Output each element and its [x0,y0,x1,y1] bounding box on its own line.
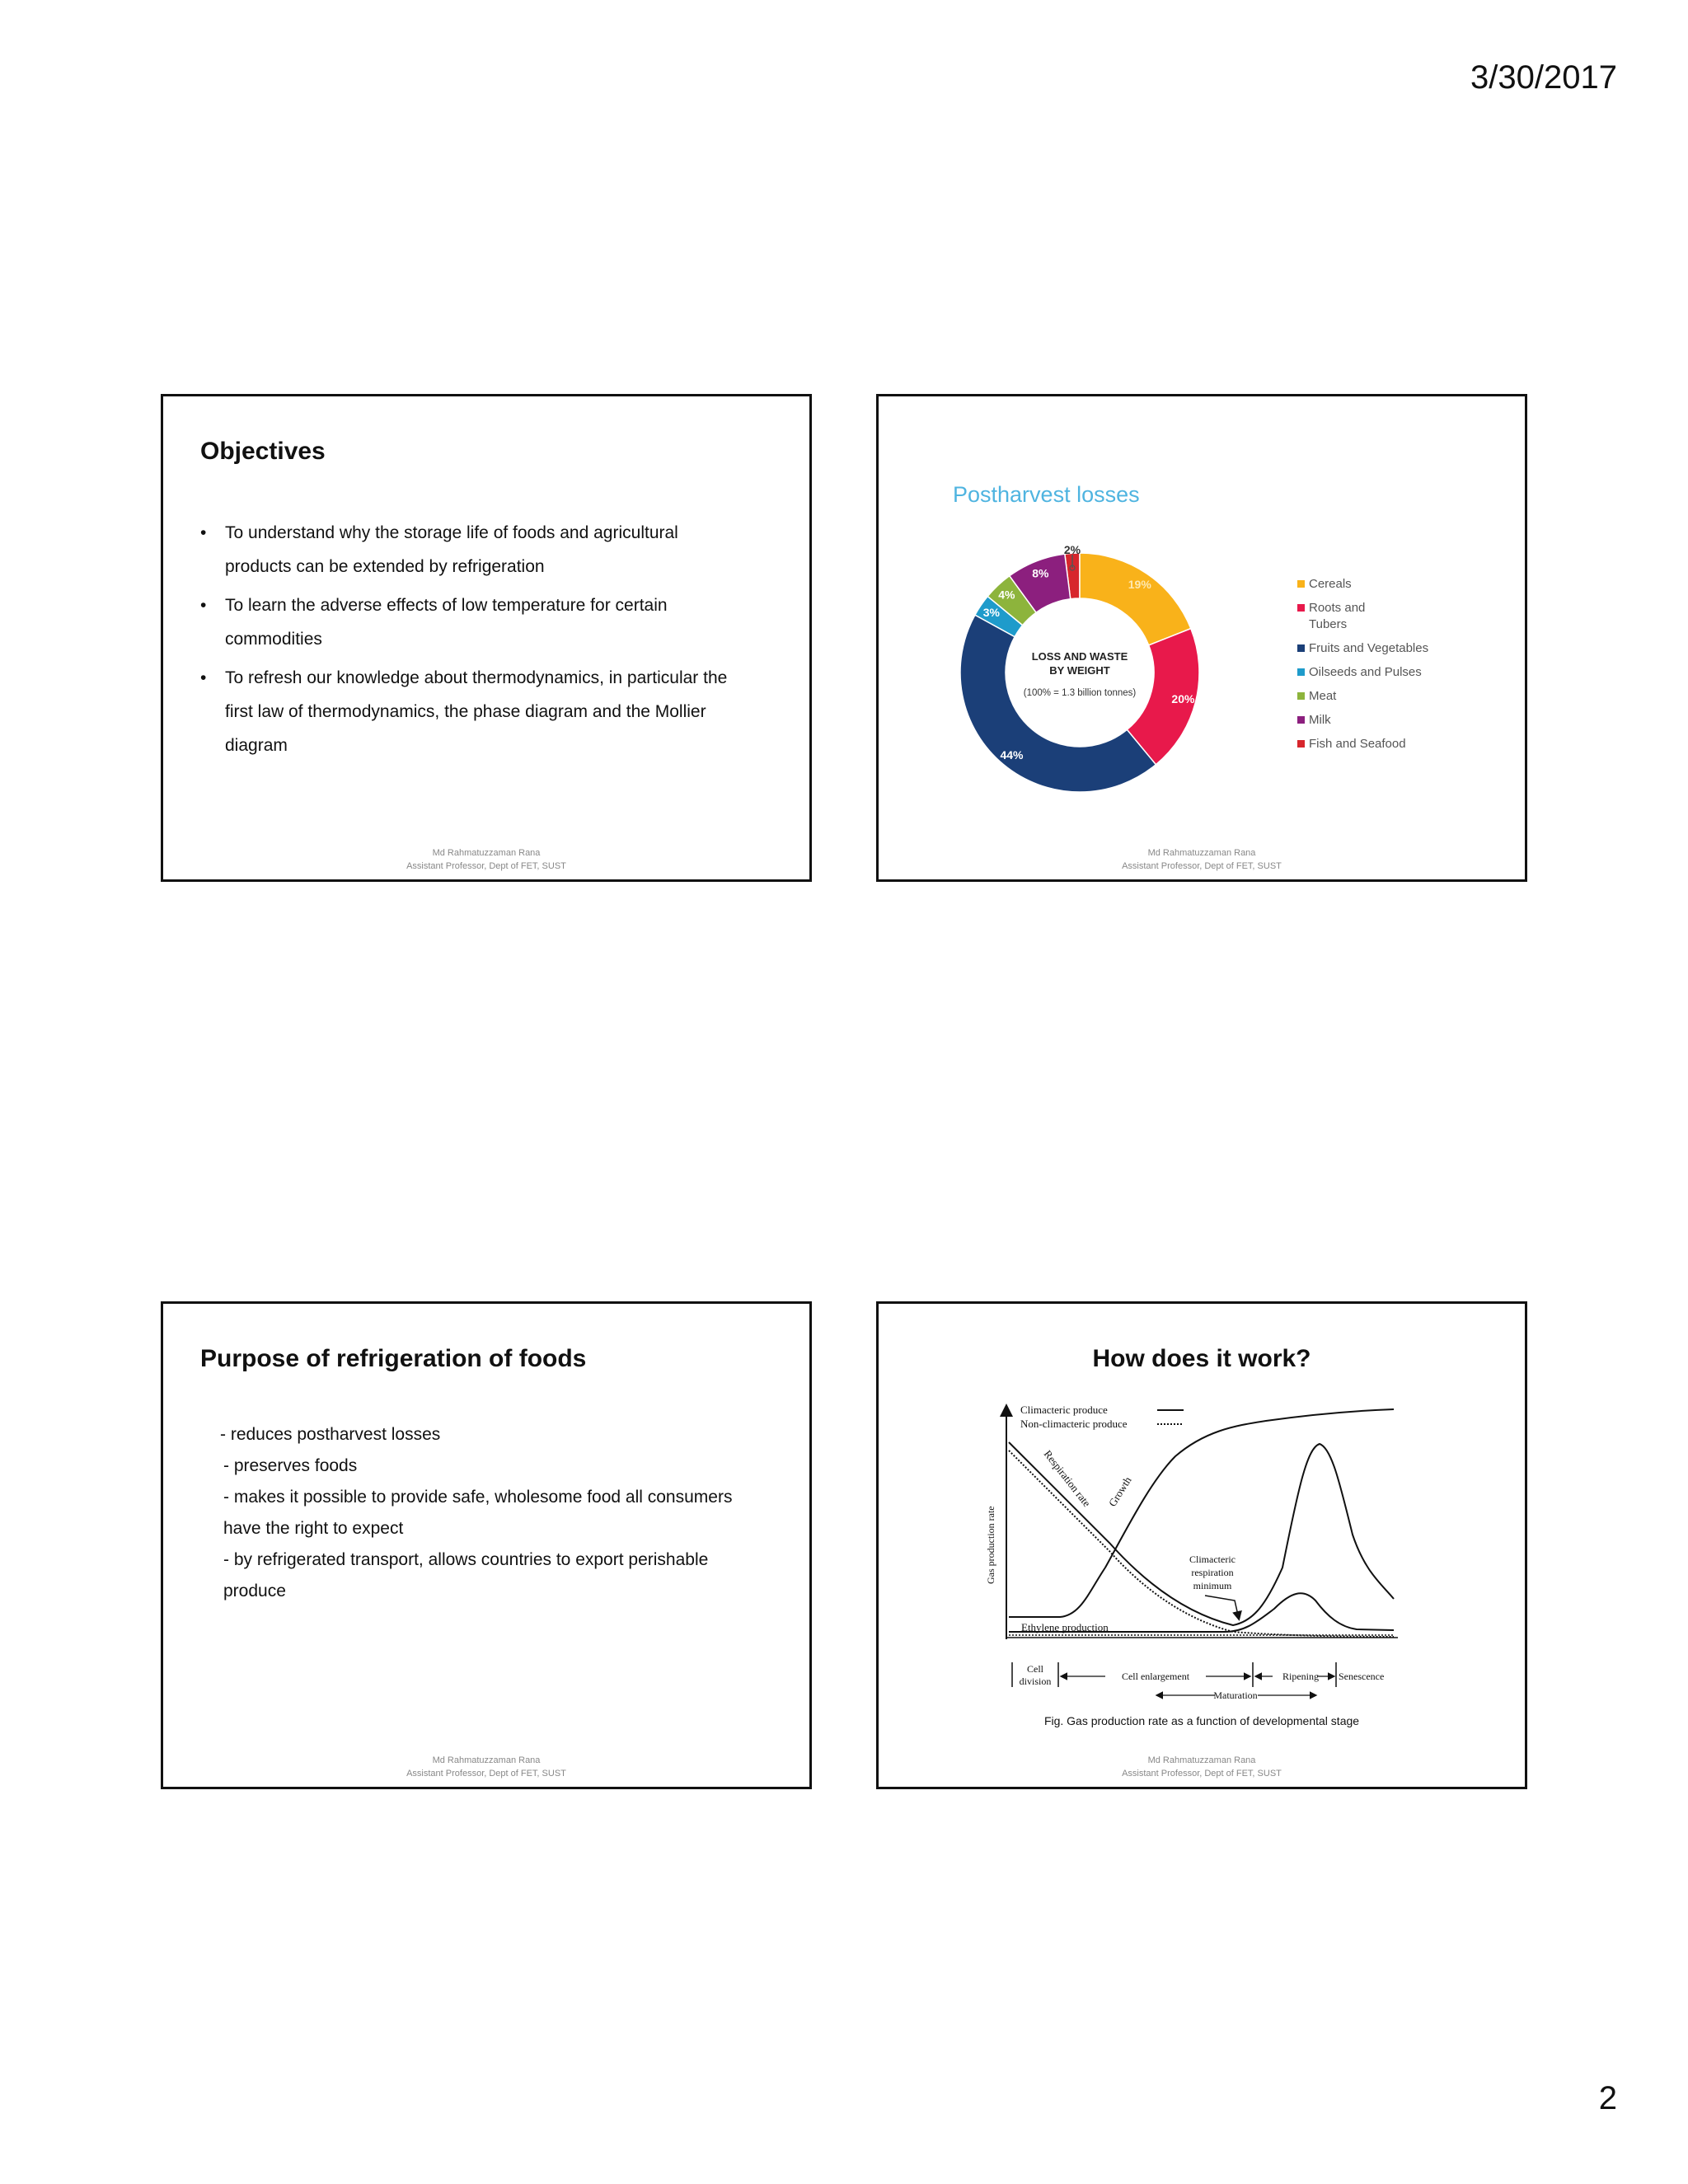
bullet-text-line: products can be extended by refrigeration [225,557,545,576]
slide-purpose [161,1301,812,1789]
legend-swatch [1297,604,1305,612]
list-item: have the right to expect [223,1519,404,1538]
legend-label: Fish and Seafood [1309,737,1406,751]
donut-data-label: 44% [1000,748,1024,762]
slide-how-it-works [876,1301,1527,1789]
slide-footer [163,846,809,873]
donut-data-label: 8% [1032,566,1049,580]
stage-enlargement-label: Cell enlargement [1121,1671,1190,1682]
footer-name: Md Rahmatuzzaman Rana [1147,848,1256,858]
footer-name: Md Rahmatuzzaman Rana [432,848,541,858]
bullet-icon: • [200,668,207,687]
chart-legend [1297,577,1428,751]
stage-cell-label-line1: Cell [1027,1663,1043,1675]
bullet-icon: • [200,596,207,615]
ethylene-production-label: Ethylene production [1021,1621,1109,1633]
page-date: 3/30/2017 [1470,59,1617,96]
minimum-label-line2: respiration [1191,1567,1234,1578]
slide-postharvest-chart [876,394,1527,882]
list-item [200,588,777,656]
list-item: - by refrigerated transport, allows countries to export perishable [223,1550,709,1569]
minimum-arrow [1205,1596,1239,1619]
bullet-text-line: To learn the adverse effects of low temperature for certain [225,596,668,615]
minimum-label-line3: minimum [1193,1580,1232,1591]
footer-affiliation: Assistant Professor, Dept of FET, SUST [406,1769,566,1779]
footer-affiliation: Assistant Professor, Dept of FET, SUST [1122,861,1282,871]
list-item: - makes it possible to provide safe, wholesome food all consumers [223,1488,733,1507]
legend-swatch [1297,692,1305,700]
donut-data-label: 19% [1128,577,1151,591]
bullet-text-line: first law of thermodynamics, the phase diagram and the Mollier [225,702,706,721]
legend-swatch [1297,644,1305,652]
legend-swatch [1297,716,1305,724]
figure-caption: Fig. Gas production rate as a function of developmental stage [1043,1714,1360,1727]
legend-label: Oilseeds and Pulses [1309,665,1422,679]
bullet-text-line: To understand why the storage life of foods and agricultural [225,523,678,542]
bullet-text-line: To refresh our knowledge about thermodynamics, in particular the [225,668,728,687]
donut-data-label: 2% [1063,543,1081,556]
legend-swatch [1297,580,1305,588]
list-item: - reduces postharvest losses [220,1425,441,1444]
slide-title: Objectives [200,438,326,465]
stage-maturation-label: Maturation [1213,1690,1258,1701]
list-item: - preserves foods [223,1456,358,1475]
list-item [200,661,777,762]
stage-ripening-label: Ripening [1282,1671,1319,1682]
objectives-list [200,516,777,767]
donut-slice-fruits-and-vegetables [960,615,1156,792]
slide-title: How does it work? [1092,1345,1311,1372]
bullet-icon: • [200,523,207,542]
donut-chart [879,396,1525,879]
legend-swatch [1297,740,1305,748]
legend-label: Roots and [1309,601,1366,615]
slide-title: Purpose of refrigeration of foods [200,1345,587,1372]
legend-swatch [1297,668,1305,676]
list-item: produce [223,1582,286,1601]
legend-climacteric-label: Climacteric produce [1020,1404,1108,1416]
legend-label: Tubers [1309,617,1348,631]
footer-affiliation: Assistant Professor, Dept of FET, SUST [406,861,566,871]
chart-title: Postharvest losses [953,482,1140,507]
stage-cell-label-line2: division [1019,1675,1052,1687]
list-item [200,516,777,583]
footer-affiliation: Assistant Professor, Dept of FET, SUST [1122,1769,1282,1779]
footer-name: Md Rahmatuzzaman Rana [1147,1755,1256,1765]
bullet-text-line: commodities [225,630,322,649]
legend-label: Fruits and Vegetables [1309,641,1429,655]
respiration-rate-label: Respiration rate [1041,1447,1094,1509]
slide-footer [163,1754,809,1780]
gas-production-diagram [879,1304,1525,1787]
center-label-line2: BY WEIGHT [1049,664,1110,677]
donut-data-label: 4% [998,588,1015,602]
donut-data-label: 3% [982,606,1001,620]
legend-label: Cereals [1309,577,1352,591]
slide-footer [879,1754,1525,1780]
center-label-line3: (100% = 1.3 billion tonnes) [1023,688,1137,698]
slide-objectives [161,394,812,882]
legend-label: Meat [1309,689,1337,703]
page-number: 2 [1598,2080,1617,2116]
bullet-text-line: diagram [225,736,288,755]
growth-label: Growth [1105,1474,1134,1509]
stage-senescence-label: Senescence [1339,1671,1385,1682]
donut-data-label: 20% [1171,692,1195,706]
purpose-list [200,1419,777,1607]
footer-name: Md Rahmatuzzaman Rana [432,1755,541,1765]
slide-footer [879,846,1525,873]
donut-slice-cereals [1080,553,1191,645]
center-label-line1: LOSS AND WASTE [1031,650,1128,663]
minimum-label-line1: Climacteric [1189,1554,1236,1565]
legend-label: Milk [1309,713,1331,727]
legend-nonclimacteric-label: Non-climacteric produce [1020,1418,1128,1430]
y-axis-label: Gas production rate [985,1506,996,1584]
